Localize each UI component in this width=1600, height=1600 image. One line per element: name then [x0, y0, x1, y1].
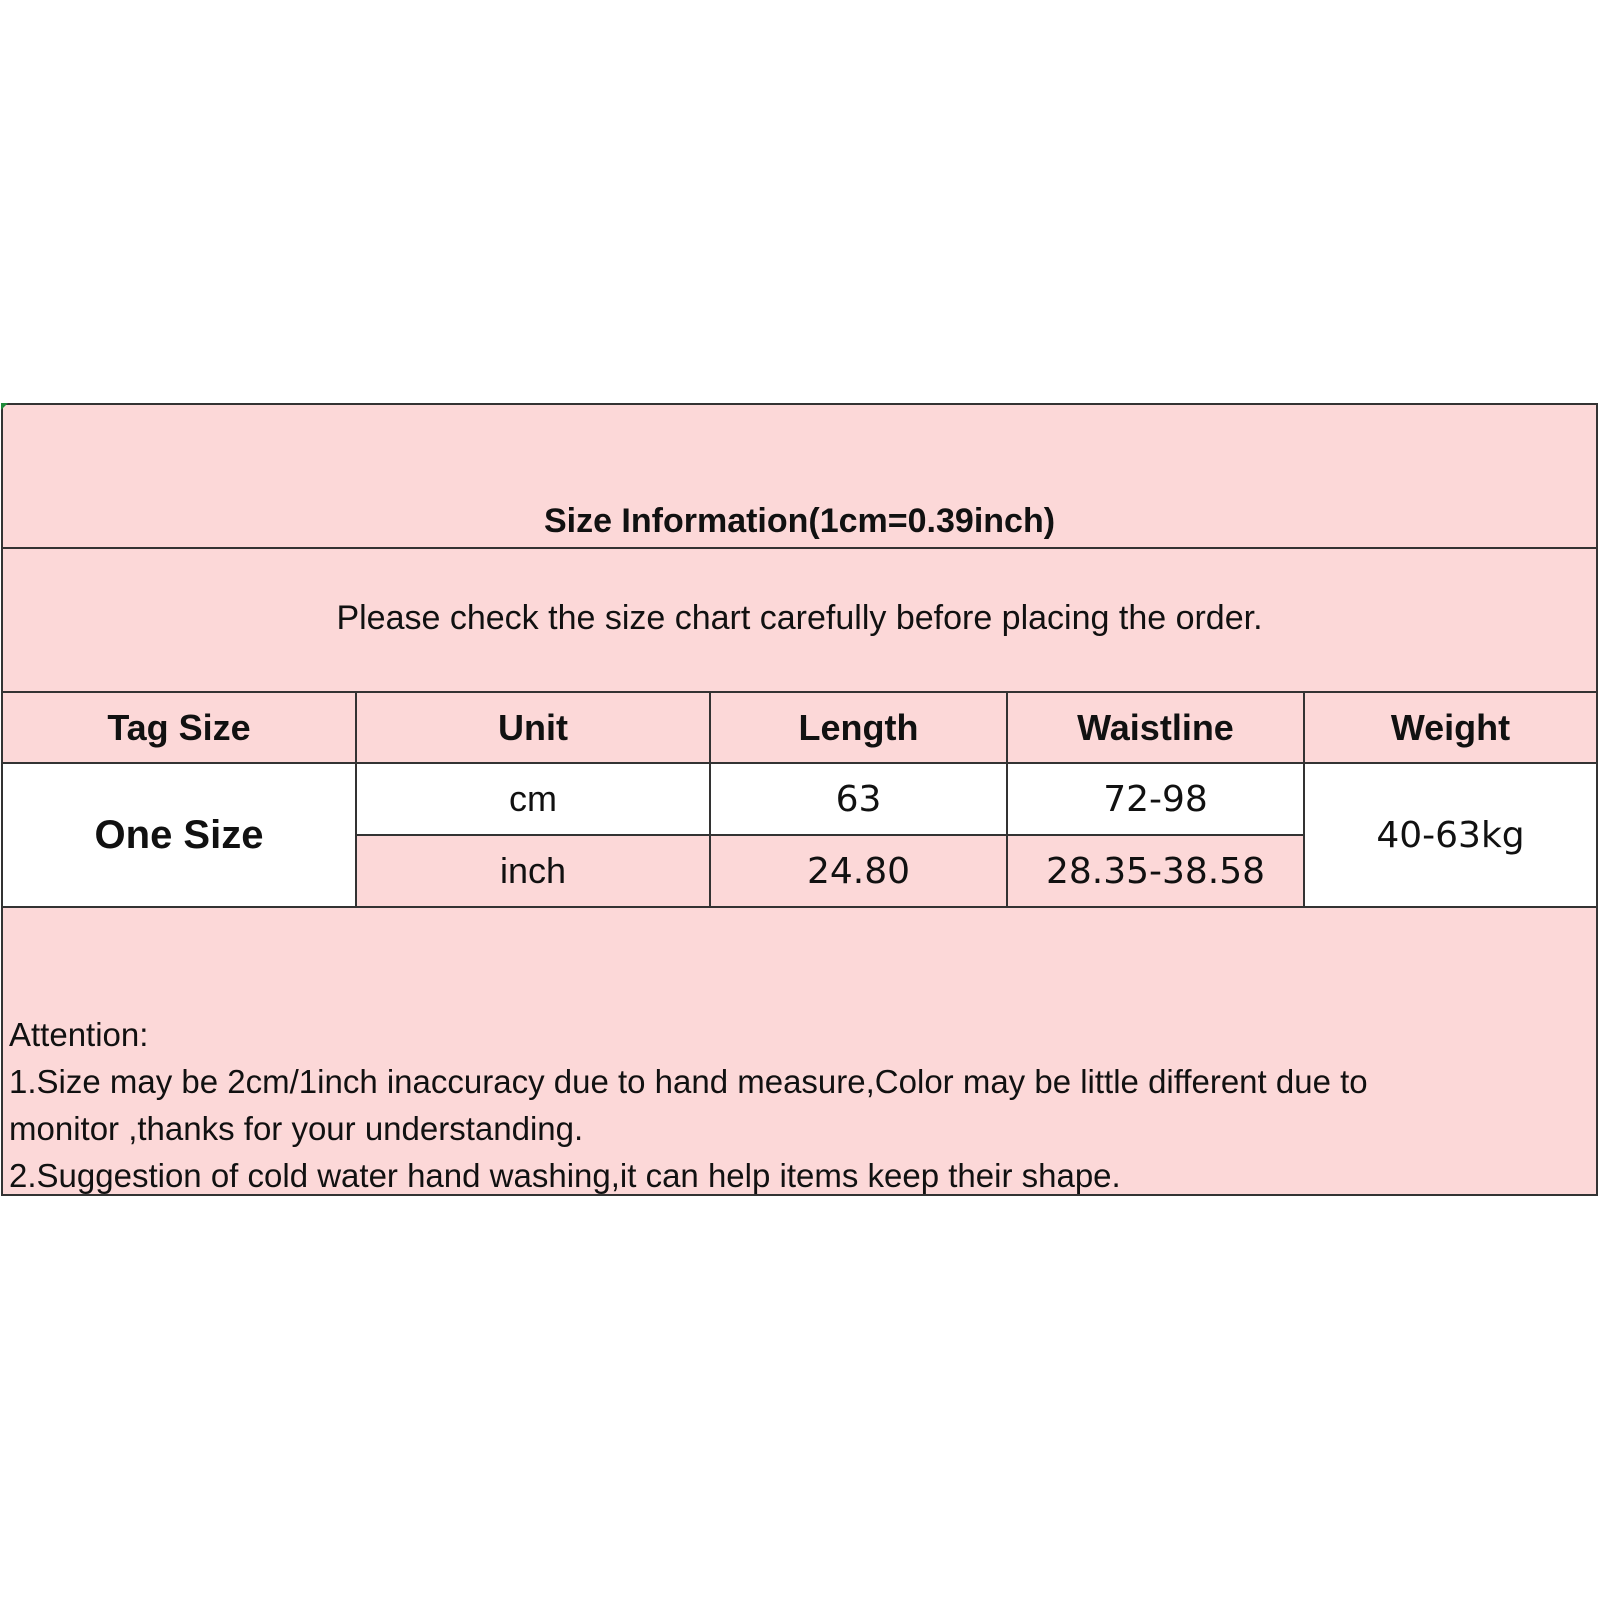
- weight-cell: 40-63kg: [1304, 763, 1596, 907]
- header-unit: Unit: [356, 693, 710, 763]
- unit-inch: inch: [356, 835, 710, 907]
- header-length: Length: [710, 693, 1007, 763]
- notice-row: [3, 549, 1596, 693]
- table-row-cm: [3, 763, 1596, 835]
- waistline-inch: 28.35-38.58: [1007, 835, 1304, 907]
- size-table: [3, 693, 1596, 908]
- length-cm: 63: [710, 763, 1007, 835]
- attention-heading: Attention:: [9, 1016, 149, 1053]
- attention-notes: [9, 1011, 1576, 1199]
- size-check-notice: Please check the size chart carefully before placing the order.: [336, 599, 1263, 637]
- table-header-row: [3, 693, 1596, 763]
- attention-line-2: monitor ,thanks for your understanding.: [9, 1110, 584, 1147]
- header-weight: Weight: [1304, 693, 1596, 763]
- size-info-title: Size Information(1cm=0.39inch): [543, 502, 1056, 540]
- size-chart: [1, 403, 1598, 1196]
- attention-line-1: 1.Size may be 2cm/1inch inaccuracy due to hand measure,Color may be little different due to: [9, 1063, 1368, 1100]
- tag-size-cell: One Size: [3, 763, 356, 907]
- length-inch: 24.80: [710, 835, 1007, 907]
- attention-line-3: 2.Suggestion of cold water hand washing,it can help items keep their shape.: [9, 1157, 1121, 1194]
- header-waistline: Waistline: [1007, 693, 1304, 763]
- waistline-cm: 72-98: [1007, 763, 1304, 835]
- unit-cm: cm: [356, 763, 710, 835]
- title-row: [3, 405, 1596, 549]
- header-tag-size: Tag Size: [3, 693, 356, 763]
